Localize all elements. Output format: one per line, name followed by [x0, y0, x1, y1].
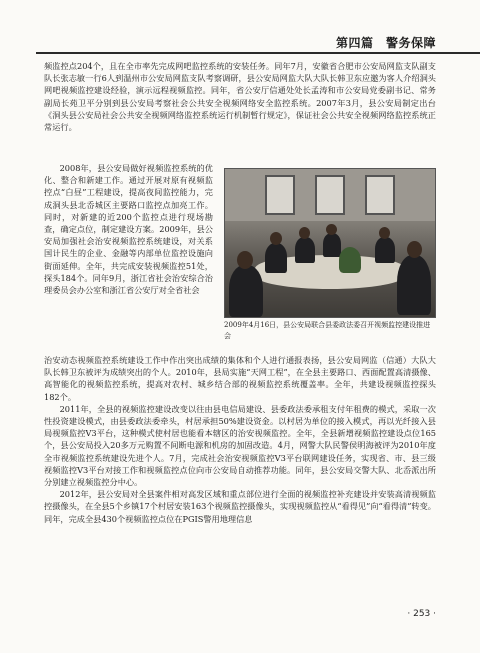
photo-head [299, 227, 310, 239]
photo-person [295, 237, 315, 263]
photo-head [326, 224, 337, 235]
photo-head [407, 241, 422, 258]
photo-head [379, 227, 390, 239]
photo-person [265, 243, 287, 273]
paragraph-continued: 治安动态视频监控系统建设工作中作出突出成绩的集体和个人进行通报表扬，县公安局网监（信通）大队大队长韩卫东被评为成绩突出的个人。2010年，县局实施“天网工程”，在全县主要路口、西面配置高清摄像、高智能化的视频监控系统，提高对农村、城乡结合部的视频监控系统覆盖率。全年，共建设视频监控探头182个。 [44, 355, 436, 402]
bottom-text-block [44, 354, 436, 525]
section-title: 第四篇 警务保障 [335, 36, 436, 50]
paragraph-2012: 2012年，县公安局对全县案件相对高发区域和重点部位进行全面的视频监控补充建设并安装高清视频监控摄像头，在全县5个乡镇17个村居安装163个视频监控摄像头，实现视频监控从“看得见”向“看得清”转变。同年，完成全县430个视频监控点位在PGIS警用地理信息 [44, 489, 436, 524]
photo-plant [339, 247, 361, 273]
running-header [0, 32, 480, 54]
photo-person [229, 265, 263, 317]
photo-person [397, 255, 431, 315]
paragraph-continued: 频监控点204个，且在全市率先完成网吧监控系统的安装任务。同年7月，安徽省合肥市公安局网监支队副支队长张志敏一行6人到温州市公安局网监支队考察调研，县公安局网监大队大队长韩卫东应邀为客人介绍洞头网吧视频监控建设经验，演示远程视频监控。同年，省公安厅信通处处长孟涛和市公安局党委副书记、常务副局长苑卫平分别到县公安局考察社会公共安全视频网络安全监控系统。2007年3月，县公安局制定出台《洞头县公安局社会公共安全视频网络监控系统运行机制暂行规定》，保证社会公共安全视频网络监控系统正常运行。 [44, 61, 436, 133]
header-rule [36, 52, 480, 54]
photo-head [237, 251, 253, 269]
photo-window [265, 175, 295, 215]
page-number: · 253 · [407, 609, 436, 619]
photo-head [270, 232, 282, 245]
photo-window [365, 175, 395, 215]
paragraph-2008: 2008年，县公安局做好视频监控系统的优化、整合和新建工作。通过开展对原有视频监控点“白昼”工程建设，提高夜间监控能力，完成洞头县北岙城区主要路口监控点加亮工作。同时，对新建的近200个监控点进行现场勘查，确定点位，制定建设方案。2009年，县公安局加强社会治安视频监控系统建设，对关系国计民生的企业、金融等内部单位监控设施向街面延伸。全年，共完成安装视频监控51处，探头184个。同年9月，浙江省社会治安综合治理委员会办公室和浙江省公安厅对全省社会 [44, 163, 213, 296]
meeting-photo [224, 168, 436, 318]
photo-window [315, 175, 345, 215]
photo-person [375, 237, 395, 263]
photo-caption: 2009年4月16日，县公安局联合县委政法委召开视频监控建设推进会 [224, 321, 431, 340]
left-column-text [44, 162, 213, 296]
photo-person [323, 233, 341, 257]
paragraph-2011: 2011年，全县的视频监控建设改变以往由县电信局建设、县委政法委承租支付年租费的模式，采取一次性投资建设模式，由县委政法委牵头，村居承担50%建设资金。以村居为单位的接入模式，再以光纤接入县局视频监控V3平台，这种模式使村居也能看本辖区的治安视频监控。全年，全县新增视频监控建设点位165个，县公安局投入20多万元购置不间断电源和机房的加固改造。4月，网警大队民警侯明海被评为2010年度全市视频监控系统建设先进个人。7月，完成社会治安视频监控V3平台联网建设任务，实现省、市、县三级视频监控V3平台对接工作和视频监控点位向市公安局自动推荐功能。同年，县公安局交警大队、北岙派出所分别建立视频监控分中心。 [44, 403, 436, 488]
top-text-block [44, 60, 436, 133]
